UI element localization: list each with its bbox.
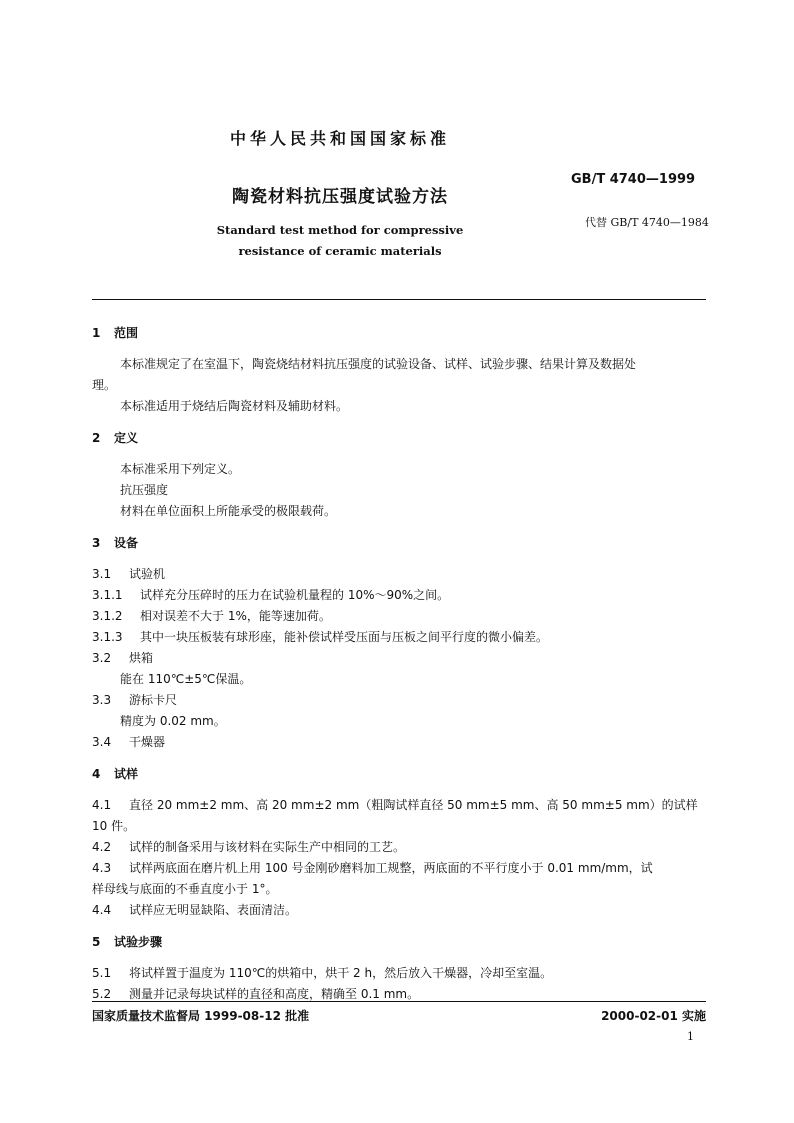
clause-number: 4.4 (92, 903, 112, 917)
clause-text: 试验机 (129, 567, 166, 581)
effective-date: 2000-02-01 实施 (601, 1009, 706, 1023)
section-heading-equipment (92, 534, 138, 551)
paragraph: 本标准规定了在室温下，陶瓷烧结材料抗压强度的试验设备、试样、试验步骤、结果计算及数据处 (120, 357, 637, 371)
section-title: 设备 (114, 536, 139, 550)
clause-text: 试样充分压碎时的压力在试验机量程的 10%～90%之间。 (140, 588, 450, 602)
clause-4-4 (92, 901, 297, 918)
clause-3-1-1 (92, 586, 449, 603)
page-number: 1 (687, 1030, 694, 1043)
clause-4-1 (92, 796, 698, 813)
term: 抗压强度 (120, 483, 169, 497)
clause-number: 3.1 (92, 567, 112, 581)
clause-text: 其中一块压板装有球形座，能补偿试样受压面与压板之间平行度的微小偏差。 (140, 630, 549, 644)
clause-text: 测量并记录每块试样的直径和高度，精确至 0.1 mm。 (129, 987, 420, 1001)
clause-number: 4.2 (92, 840, 112, 854)
clause-3-1-3 (92, 628, 548, 645)
clause-text: 烘箱 (129, 651, 154, 665)
english-title-line-2: resistance of ceramic materials (238, 244, 442, 258)
section-number: 1 (92, 326, 101, 340)
standard-number: GB/T 4740—1999 (571, 172, 696, 187)
clause-number: 4.3 (92, 861, 112, 875)
section-title: 范围 (114, 326, 139, 340)
clause-5-1 (92, 964, 552, 981)
section-heading-procedure (92, 933, 162, 950)
clause-number: 5.1 (92, 966, 112, 980)
section-title: 定义 (114, 431, 139, 445)
footer-rule (92, 1001, 706, 1002)
clause-text: 游标卡尺 (129, 693, 178, 707)
approval-line: 国家质量技术监督局 1999-08-12 批准 (92, 1009, 310, 1023)
clause-continuation: 10 件。 (92, 819, 136, 833)
paragraph: 本标准采用下列定义。 (120, 462, 241, 476)
clause-4-3 (92, 859, 653, 876)
section-heading-scope (92, 324, 138, 341)
clause-text: 直径 20 mm±2 mm、高 20 mm±2 mm（粗陶试样直径 50 mm±5 mm、高 50 mm±5 mm）的试样 (129, 798, 698, 812)
section-heading-definitions (92, 429, 138, 446)
clause-text: 试样的制备采用与该材料在实际生产中相同的工艺。 (129, 840, 406, 854)
clause-number: 3.4 (92, 735, 112, 749)
clause-3-3 (92, 691, 177, 708)
clause-4-2 (92, 838, 405, 855)
document-title: 陶瓷材料抗压强度试验方法 (232, 187, 448, 207)
clause-3-1-2 (92, 607, 331, 624)
clause-text: 将试样置于温度为 110℃的烘箱中，烘干 2 h，然后放入干燥器，冷却至室温。 (129, 966, 553, 980)
clause-number: 3.1.3 (92, 630, 123, 644)
clause-number: 3.1.1 (92, 588, 123, 602)
clause-3-2 (92, 649, 153, 666)
header-rule (92, 299, 706, 300)
english-title-line-1: Standard test method for compressive (216, 223, 464, 237)
paragraph: 能在 110℃±5℃保温。 (120, 672, 252, 686)
clause-3-1 (92, 565, 165, 582)
clause-number: 3.2 (92, 651, 112, 665)
clause-text: 试样应无明显缺陷、表面清洁。 (129, 903, 298, 917)
clause-number: 5.2 (92, 987, 112, 1001)
section-number: 2 (92, 431, 101, 445)
clause-text: 相对误差不大于 1%，能等速加荷。 (140, 609, 331, 623)
clause-number: 3.1.2 (92, 609, 123, 623)
paragraph: 本标准适用于烧结后陶瓷材料及辅助材料。 (120, 399, 349, 413)
section-number: 4 (92, 767, 101, 781)
clause-continuation: 样母线与底面的不垂直度小于 1°。 (92, 882, 278, 896)
national-standard-heading: 中华人民共和国国家标准 (229, 129, 450, 148)
section-title: 试样 (114, 767, 139, 781)
definition: 材料在单位面积上所能承受的极限载荷。 (120, 504, 337, 518)
section-number: 5 (92, 935, 101, 949)
section-title: 试验步骤 (114, 935, 163, 949)
clause-number: 3.3 (92, 693, 112, 707)
clause-number: 4.1 (92, 798, 112, 812)
clause-3-4 (92, 733, 165, 750)
clause-text: 试样两底面在磨片机上用 100 号金刚砂磨料加工规整，两底面的不平行度小于 0.01 mm/mm，试 (129, 861, 653, 875)
section-number: 3 (92, 536, 101, 550)
section-heading-specimens (92, 765, 138, 782)
clause-text: 干燥器 (129, 735, 166, 749)
paragraph: 精度为 0.02 mm。 (120, 714, 226, 728)
replaces-note: 代替 GB/T 4740—1984 (585, 216, 709, 229)
paragraph-continuation: 理。 (92, 378, 117, 392)
clause-5-2 (92, 985, 419, 1002)
